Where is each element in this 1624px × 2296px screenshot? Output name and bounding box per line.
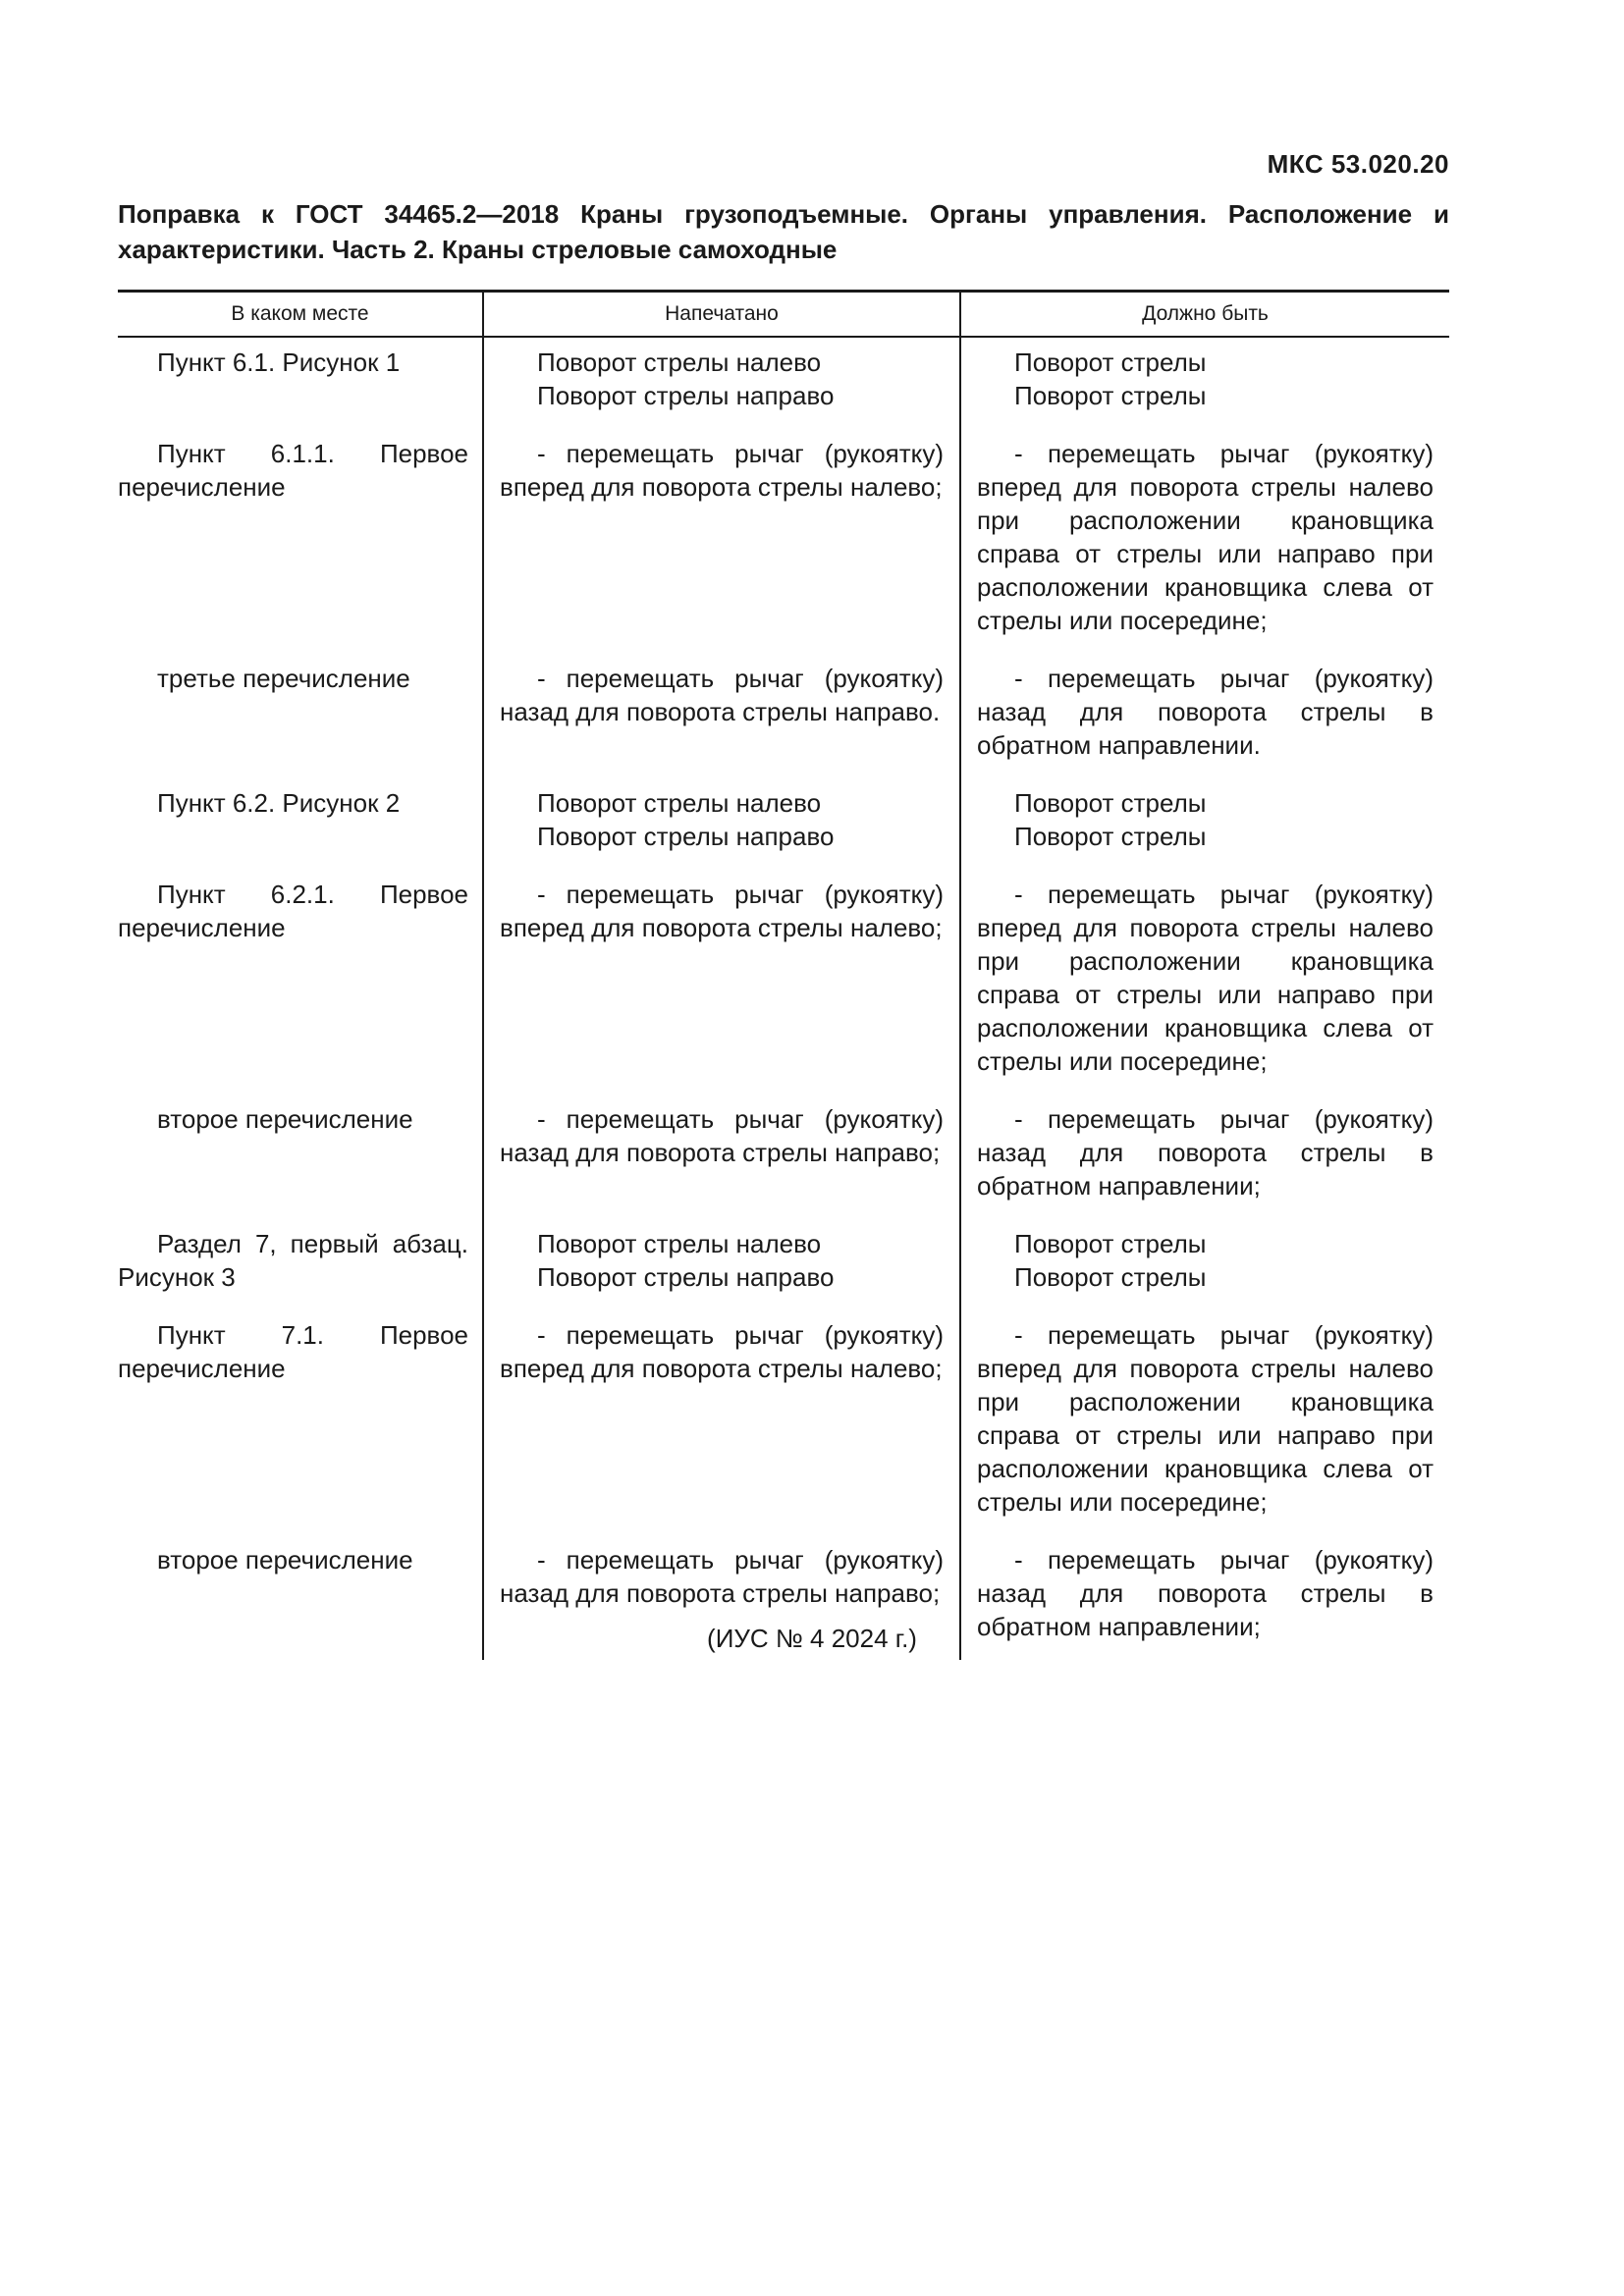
- cell-where: Пункт 6.2. Рисунок 2: [157, 788, 401, 818]
- cell-correct: [960, 337, 1449, 429]
- cell-line: Поворот стрелы налево: [537, 1229, 822, 1258]
- table-row: [118, 1219, 1449, 1310]
- cell-printed: - перемещать рычаг (рукоятку) вперед для поворота стрелы налево;: [483, 429, 960, 654]
- column-header-correct: Должно быть: [960, 292, 1449, 338]
- cell-correct: - перемещать рычаг (рукоятку) вперед для поворота стрелы налево при расположении крановщика справа от стрелы или направо при расположении крановщика слева от стрелы или посередине;: [960, 1310, 1449, 1535]
- cell-printed: - перемещать рычаг (рукоятку) назад для поворота стрелы направо.: [483, 654, 960, 778]
- cell-line: Поворот стрелы направо: [537, 822, 835, 851]
- cell-printed: - перемещать рычаг (рукоятку) вперед для поворота стрелы налево;: [483, 870, 960, 1095]
- cell-where: Пункт 7.1. Первое перечисление: [118, 1320, 468, 1383]
- table-row: [118, 1310, 1449, 1535]
- cell-printed: - перемещать рычаг (рукоятку) назад для поворота стрелы направо;: [483, 1095, 960, 1219]
- cell-line: Поворот стрелы налево: [537, 347, 822, 377]
- cell-line: Поворот стрелы: [1014, 788, 1207, 818]
- table-row: [118, 870, 1449, 1095]
- cell-correct: - перемещать рычаг (рукоятку) назад для поворота стрелы в обратном направлении;: [960, 1535, 1449, 1660]
- column-header-where: В каком месте: [118, 292, 483, 338]
- cell-printed: - перемещать рычаг (рукоятку) вперед для поворота стрелы налево;: [483, 1310, 960, 1535]
- table-row: [118, 429, 1449, 654]
- cell-line: Поворот стрелы налево: [537, 788, 822, 818]
- cell-where: второе перечисление: [157, 1545, 413, 1575]
- cell-correct: - перемещать рычаг (рукоятку) вперед для поворота стрелы налево при расположении крановщика справа от стрелы или направо при расположении крановщика слева от стрелы или посередине;: [960, 870, 1449, 1095]
- cell-correct: - перемещать рычаг (рукоятку) назад для поворота стрелы в обратном направлении.: [960, 654, 1449, 778]
- cell-where: Пункт 6.1. Рисунок 1: [157, 347, 401, 377]
- cell-where: Раздел 7, первый абзац. Рисунок 3: [118, 1229, 468, 1292]
- document-title: Поправка к ГОСТ 34465.2—2018 Краны грузоподъемные. Органы управления. Расположение и характеристики. Часть 2. Краны стреловые самоходные: [118, 199, 1449, 264]
- cell-printed: - перемещать рычаг (рукоятку) назад для поворота стрелы направо;: [483, 1535, 960, 1660]
- cell-line: Поворот стрелы: [1014, 1229, 1207, 1258]
- cell-line: Поворот стрелы: [1014, 822, 1207, 851]
- mks-code: МКС 53.020.20: [1267, 149, 1449, 179]
- table-row: [118, 654, 1449, 778]
- cell-correct: [960, 778, 1449, 870]
- cell-printed: [483, 1219, 960, 1310]
- corrections-table: [118, 290, 1449, 1660]
- table-row: [118, 1095, 1449, 1219]
- cell-where: третье перечисление: [157, 664, 410, 693]
- ius-reference: (ИУС № 4 2024 г.): [707, 1624, 917, 1653]
- cell-line: Поворот стрелы: [1014, 347, 1207, 377]
- cell-correct: [960, 1219, 1449, 1310]
- column-header-printed: Напечатано: [483, 292, 960, 338]
- cell-correct: - перемещать рычаг (рукоятку) вперед для поворота стрелы налево при расположении крановщика справа от стрелы или направо при расположении крановщика слева от стрелы или посередине;: [960, 429, 1449, 654]
- cell-printed: [483, 778, 960, 870]
- table-row: [118, 337, 1449, 429]
- cell-line: Поворот стрелы: [1014, 1262, 1207, 1292]
- cell-line: Поворот стрелы направо: [537, 1262, 835, 1292]
- cell-where: Пункт 6.2.1. Первое перечисление: [118, 880, 468, 942]
- cell-where: Пункт 6.1.1. Первое перечисление: [118, 439, 468, 502]
- cell-correct: - перемещать рычаг (рукоятку) назад для поворота стрелы в обратном направлении;: [960, 1095, 1449, 1219]
- table-body: [118, 337, 1449, 1660]
- table-header: [118, 292, 1449, 338]
- cell-line: Поворот стрелы: [1014, 381, 1207, 410]
- cell-where: второе перечисление: [157, 1104, 413, 1134]
- cell-line: Поворот стрелы направо: [537, 381, 835, 410]
- cell-printed: [483, 337, 960, 429]
- table-row: [118, 778, 1449, 870]
